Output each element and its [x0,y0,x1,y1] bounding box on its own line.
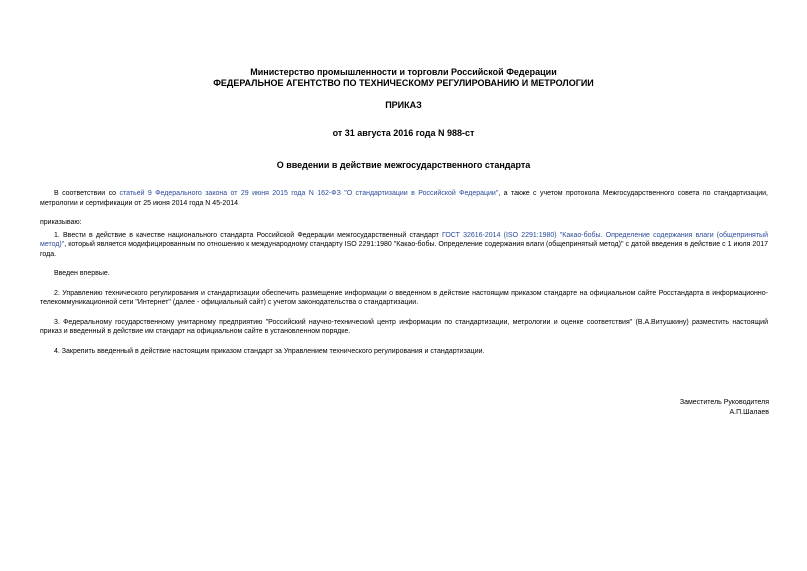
paragraph-order-word: приказываю: [40,219,82,226]
paragraph-basis-pre: В соответствии со [54,190,120,197]
standard-link[interactable]: ГОСТ 32616-2014 (ISO 2291:1980) "Какао-бобы. Определение содержания влаги (общепринятый метод)" [40,231,768,248]
law-link[interactable]: статьей 9 Федерального закона от 29 июня 2015 года N 162-ФЗ "О стандартизации в Российской Федерации" [119,190,499,197]
agency-name: ФЕДЕРАЛЬНОЕ АГЕНТСТВО ПО ТЕХНИЧЕСКОМУ РЕГУЛИРОВАНИЮ И МЕТРОЛОГИИ [213,78,594,88]
signature-block [680,398,769,418]
paragraph-item-3: 3. Федеральному государственному унитарному предприятию "Российский научно-технический центр информации по стандартизации, метрологии и оценке соответствия" (В.А.Витушкину) разместить настоящий приказ и введенный в действие им стандарт на официальном сайте в установленном порядке. [40,318,768,335]
paragraph-basis-post: , а также с учетом протокола Межгосударственного совета по стандартизации, метрологии и сертификации от 25 июня 2014 года N 45-2014 [40,190,769,207]
order-title: ПРИКАЗ [385,100,422,110]
paragraph-basis [40,189,768,208]
paragraph-item-1 [40,231,768,260]
paragraph-item-1-pre: 1. Ввести в действие в качестве национального стандарта Российской Федерации межгосударственный стандарт [54,231,442,239]
order-date: от 31 августа 2016 года N 988-ст [332,128,475,138]
order-subject: О введении в действие межгосударственного стандарта [276,160,531,170]
paragraph-item-2: 2. Управлению технического регулирования и стандартизации обеспечить размещение информации о введенном в действие настоящим приказом стандарте на официальном сайте Росстандарта в информационно-телекоммуникационной сети "Интернет" (далее - официальный сайт) с учетом законодательства о стандартизации. [40,289,768,306]
paragraph-first-introduced: Введен впервые. [54,270,110,277]
signatory-name: А.П.Шалаев [729,409,769,416]
ministry-name: Министерство промышленности и торговли Российской Федерации [250,67,557,77]
signatory-position: Заместитель Руководителя [679,399,769,406]
document-body [40,189,768,366]
paragraph-item-1-post: , который является модифицированным по отношению к международному стандарту ISO 2291:1980 "Какао-бобы. Определение содержания влаги (общепринятый метод)" с датой введения в действие с 1 июля 2017 года. [40,241,768,258]
document-header [0,67,807,89]
paragraph-item-4: 4. Закрепить введенный в действие настоящим приказом стандарт за Управлением технического регулирования и стандартизации. [54,347,485,355]
